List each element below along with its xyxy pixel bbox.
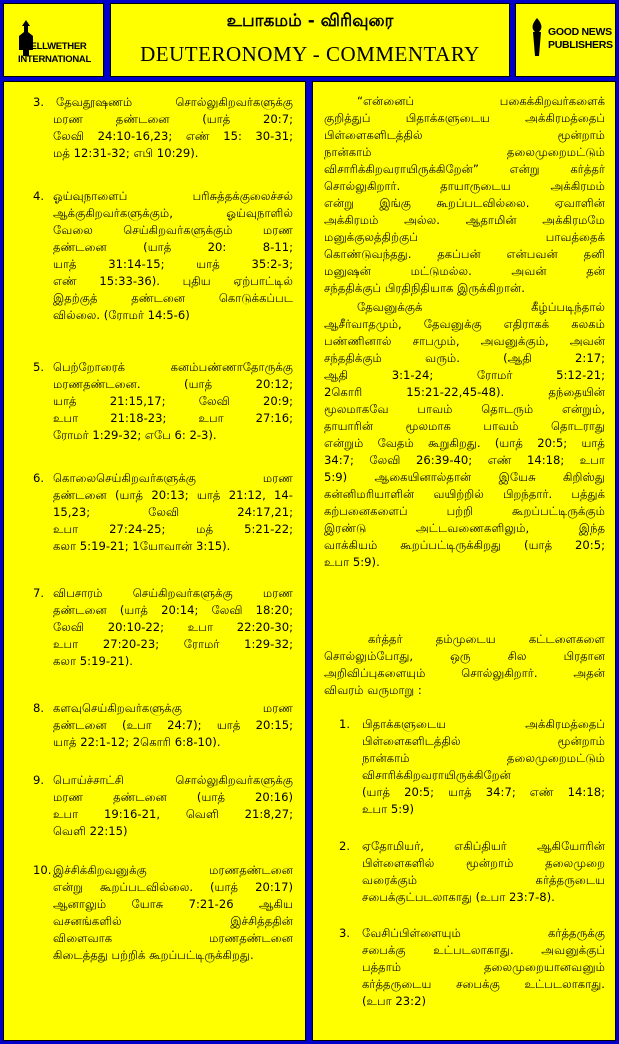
text-line: சபைக்குட்படலாகாது (உபா 23:7-8).	[362, 890, 555, 904]
title-tamil: உபாகமம் - விரிவுரை	[226, 11, 394, 31]
text-line: ஓய்வுநாளைப் பரிசுத்தக்குலைச்சல்	[53, 189, 293, 203]
item-text	[53, 470, 293, 555]
text-line: 2கொரி 15:21-22,45-48). தந்தையின்	[324, 385, 605, 399]
text-line: 34:7; லேவி 26:39-40; எண் 14:18; உபா	[324, 453, 605, 467]
text-line: பிள்ளைகளிடத்தில் மூன்றாம்	[362, 734, 605, 748]
item-text	[53, 585, 293, 670]
text-line: கலா 5:19-21; 1யோவான் 3:15).	[53, 539, 231, 553]
item-text	[53, 862, 293, 964]
text-line: வரைக்கும் கர்த்தருடைய	[362, 873, 605, 887]
text-line: மனுஷன் மட்டுமல்ல. அவன் தன்	[324, 264, 605, 278]
text-line: வேலை செய்கிறவர்களுக்கும் மரண	[53, 223, 293, 237]
text-line: விசாரிக்கிறவராயிருக்கிறேன்” என்று கர்த்தர்	[324, 162, 605, 176]
title-english: DEUTERONOMY - COMMENTARY	[140, 42, 480, 66]
text-line: தண்டனை (உபா 24:7); யாத் 20:15;	[53, 718, 293, 732]
text-line: வாக்கியம் கூறப்பட்டிருக்கிறது (யாத் 20:5;	[324, 538, 605, 552]
text-line: பெற்றோரைக் கனம்பண்ணாதோருக்கு	[53, 360, 293, 374]
text-line: உபா 21:18-23; உபா 27:16;	[53, 411, 293, 425]
text-line: இச்சிக்கிறவனுக்கு மரணதண்டனை	[53, 863, 293, 877]
logo-bellwether	[3, 3, 104, 77]
text-line: உபா 5:9).	[324, 555, 380, 569]
text-line: இதற்குத் தண்டனை கொடுக்கப்பட	[53, 291, 293, 305]
text-line: மரணதண்டனை. (யாத் 20:12;	[53, 377, 293, 391]
text-line: எண் 15:33-36). புதிய ஏற்பாட்டில்	[53, 274, 293, 288]
text-line: நான்காம் தலைமுறைமட்டும்	[362, 751, 605, 765]
item-number: 5.	[33, 360, 45, 374]
text-line: சந்ததிக்குப் பிரதிநிதியாக இருக்கிறான்.	[324, 281, 525, 295]
item-text	[53, 772, 293, 840]
text-line: சொல்லும்போது, ஒரு சில பிரதான	[324, 649, 605, 663]
text-line: அறிவிப்புகளையும் சொல்லுகிறார். அதன்	[324, 666, 605, 680]
right-paragraph	[324, 93, 605, 297]
text-line: பிள்ளைகளில் மூன்றாம் தலைமுறை	[362, 856, 605, 870]
item-text	[53, 94, 293, 162]
text-line: ரோமர் 1:29-32; எபே 6: 2-3).	[53, 428, 217, 442]
text-line: களவுசெய்கிறவர்களுக்கு மரண	[53, 701, 293, 715]
text-line: யாத் 21:15,17; லேவி 20:9;	[53, 394, 293, 408]
text-line: யாத் 22:1-12; 2கொரி 6:8-10).	[53, 735, 221, 749]
right-paragraph	[324, 299, 605, 571]
item-number: 3.	[339, 926, 351, 940]
text-line: கர்த்தருடைய சபைக்கு உட்படலாகாது.	[362, 977, 605, 991]
text-line: பண்ணினால் சாபமும், அவனுக்கும், அவன்	[324, 334, 605, 348]
text-line: உபா 27:24-25; மத் 5:21-22;	[53, 522, 293, 536]
right-paragraph	[324, 631, 605, 699]
item-number: 9.	[33, 773, 45, 787]
item-text	[362, 716, 605, 818]
logo-right-line1: GOOD NEWS	[548, 26, 612, 38]
item-number: 4.	[33, 189, 45, 203]
text-line: என்றும் வேதம் கூறுகிறது. (யாத் 20:5; யாத்	[324, 436, 605, 450]
item-text	[53, 359, 293, 444]
item-number: 8.	[33, 701, 45, 715]
item-number: 6.	[33, 471, 45, 485]
text-line: மரண தண்டனை (யாத் 20:16)	[53, 790, 293, 804]
text-line: கொண்டுவந்தது. தகப்பன் என்பவன் தனி	[324, 247, 605, 261]
text-line: தேவனுக்குக் கீழ்ப்படிந்தால்	[357, 300, 605, 314]
text-line: மத் 12:31-32; எபி 10:29).	[53, 146, 199, 160]
text-line: விபசாரம் செய்கிறவர்களுக்கு மரண	[53, 586, 293, 600]
text-line: மூலமாகவே பாவம் தொடரும் என்றும்,	[324, 402, 605, 416]
text-line: ஆதி 3:1-24; ரோமர் 5:12-21;	[324, 368, 605, 382]
item-text	[362, 925, 605, 1010]
text-line: தண்டனை (யாத் 20:14; லேவி 18:20;	[53, 603, 293, 617]
text-line: விளைவாக மரணதண்டனை	[53, 931, 293, 945]
text-line: அக்கிரமம் அல்ல. ஆதாமின் அக்கிரமமே	[324, 213, 605, 227]
item-number: 7.	[33, 586, 45, 600]
text-line: தண்டனை (யாத் 20:13; யாத் 21:12, 14-	[53, 488, 293, 502]
text-line: ஏதோமியர், எகிப்தியர் ஆகியோரின்	[362, 839, 605, 853]
text-line: லேவி 24:10-16,23; எண் 15: 30-31;	[53, 129, 293, 143]
text-line: மனுக்குலத்திற்குப் பாவத்தைக்	[324, 230, 605, 244]
title-banner	[110, 3, 510, 77]
text-line: என்று இங்கு கூறப்படவில்லை. ஏவாளின்	[324, 196, 605, 210]
item-text	[53, 700, 293, 751]
text-line: சபைக்கு உட்படலாகாது. அவனுக்குப்	[362, 943, 605, 957]
text-line: மரண தண்டனை (யாத் 20:7;	[53, 112, 293, 126]
text-line: “என்னைப் பகைக்கிறவர்களைக்	[357, 94, 605, 108]
logo-good-news	[515, 3, 616, 77]
text-line: 15,23; லேவி 24:17,21;	[53, 505, 293, 519]
text-line: கர்த்தர் தம்முடைய கட்டளைகளை	[368, 632, 605, 646]
item-number: 3.	[33, 95, 45, 109]
text-line: கன்னிமரியாளின் வயிற்றில் பிறந்தார். பத்துக்	[324, 487, 605, 501]
text-line: (யாத் 20:5; யாத் 34:7; எண் 14:18;	[362, 785, 605, 799]
text-line: ஆனாலும் யோசு 7:21-26 ஆகிய	[53, 897, 293, 911]
text-line: ஆசீர்வாதமும், தேவனுக்கு எதிராகக் கலகம்	[324, 317, 605, 331]
text-line: வெளி 22:15)	[53, 824, 128, 838]
text-line: தாயாரின் மூலமாக பாவம் தொடராது	[324, 419, 605, 433]
text-line: வில்லை. (ரோமர் 14:5-6)	[53, 308, 190, 322]
text-line: (உபா 23:2)	[362, 994, 426, 1008]
text-line: கொலைசெய்கிறவர்களுக்கு மரண	[53, 471, 293, 485]
item-number: 1.	[339, 717, 351, 731]
text-line: பிதாக்களுடைய அக்கிரமத்தைப்	[362, 717, 605, 731]
text-line: தண்டனை (யாத் 20: 8-11;	[53, 240, 293, 254]
item-text	[362, 838, 605, 906]
text-line: பிள்ளைகளிடத்தில் மூன்றாம்	[324, 128, 605, 142]
text-line: உபா 5:9)	[362, 802, 415, 816]
logo-left-line2: INTERNATIONAL	[18, 54, 91, 65]
text-line: யாத் 31:14-15; யாத் 35:2-3;	[53, 257, 293, 271]
item-number: 10.	[33, 863, 52, 877]
logo-left-line1: BELLWETHER	[24, 41, 87, 52]
text-line: பத்தாம் தலைமுறையானவனும்	[362, 960, 605, 974]
logo-right-line2: PUBLISHERS	[548, 39, 613, 51]
item-number: 2.	[339, 839, 351, 853]
text-line: கற்பனைகளைப் பற்றி கூறப்பட்டிருக்கும்	[324, 504, 605, 518]
text-line: சொல்லுகிறார். தாயாருடைய அக்கிரமம்	[324, 179, 605, 193]
text-line: என்று கூறப்படவில்லை. (யாத் 20:17)	[53, 880, 293, 894]
text-line: ஆக்குகிறவர்களுக்கும், ஓய்வுநாளில்	[53, 206, 293, 220]
text-line: தேவதூஷணம் சொல்லுகிறவர்களுக்கு	[56, 95, 293, 109]
text-line: கிடைத்தது பற்றிக் கூறப்பட்டிருக்கிறது.	[53, 948, 254, 962]
text-line: சந்ததிக்கும் வரும். (ஆதி 2:17;	[324, 351, 605, 365]
text-line: லேவி 20:10-22; உபா 22:20-30;	[53, 620, 293, 634]
text-line: வசனங்களில் இச்சித்ததின்	[53, 914, 293, 928]
text-line: விவரம் வருமாறு :	[324, 683, 422, 697]
text-line: வேசிப்பிள்ளையும் கர்த்தருக்கு	[362, 926, 605, 940]
text-line: இரண்டு அட்டவணைகளிலும், இந்த	[324, 521, 605, 535]
text-line: பொய்ச்சாட்சி சொல்லுகிறவர்களுக்கு	[53, 773, 293, 787]
text-line: கலா 5:19-21).	[53, 654, 133, 668]
item-text	[53, 188, 293, 324]
torch-logo-icon	[526, 16, 548, 60]
text-line: 5:9) ஆகையினால்தான் இயேசு கிறிஸ்து	[324, 470, 605, 484]
text-line: குறித்துப் பிதாக்களுடைய அக்கிரமத்தைப்	[324, 111, 605, 125]
text-line: விசாரிக்கிறவராயிருக்கிறேன்	[362, 768, 511, 782]
text-line: உபா 27:20-23; ரோமர் 1:29-32;	[53, 637, 293, 651]
text-line: உபா 19:16-21, வெளி 21:8,27;	[53, 807, 293, 821]
text-line: நான்காம் தலைமுறைமட்டும்	[324, 145, 605, 159]
